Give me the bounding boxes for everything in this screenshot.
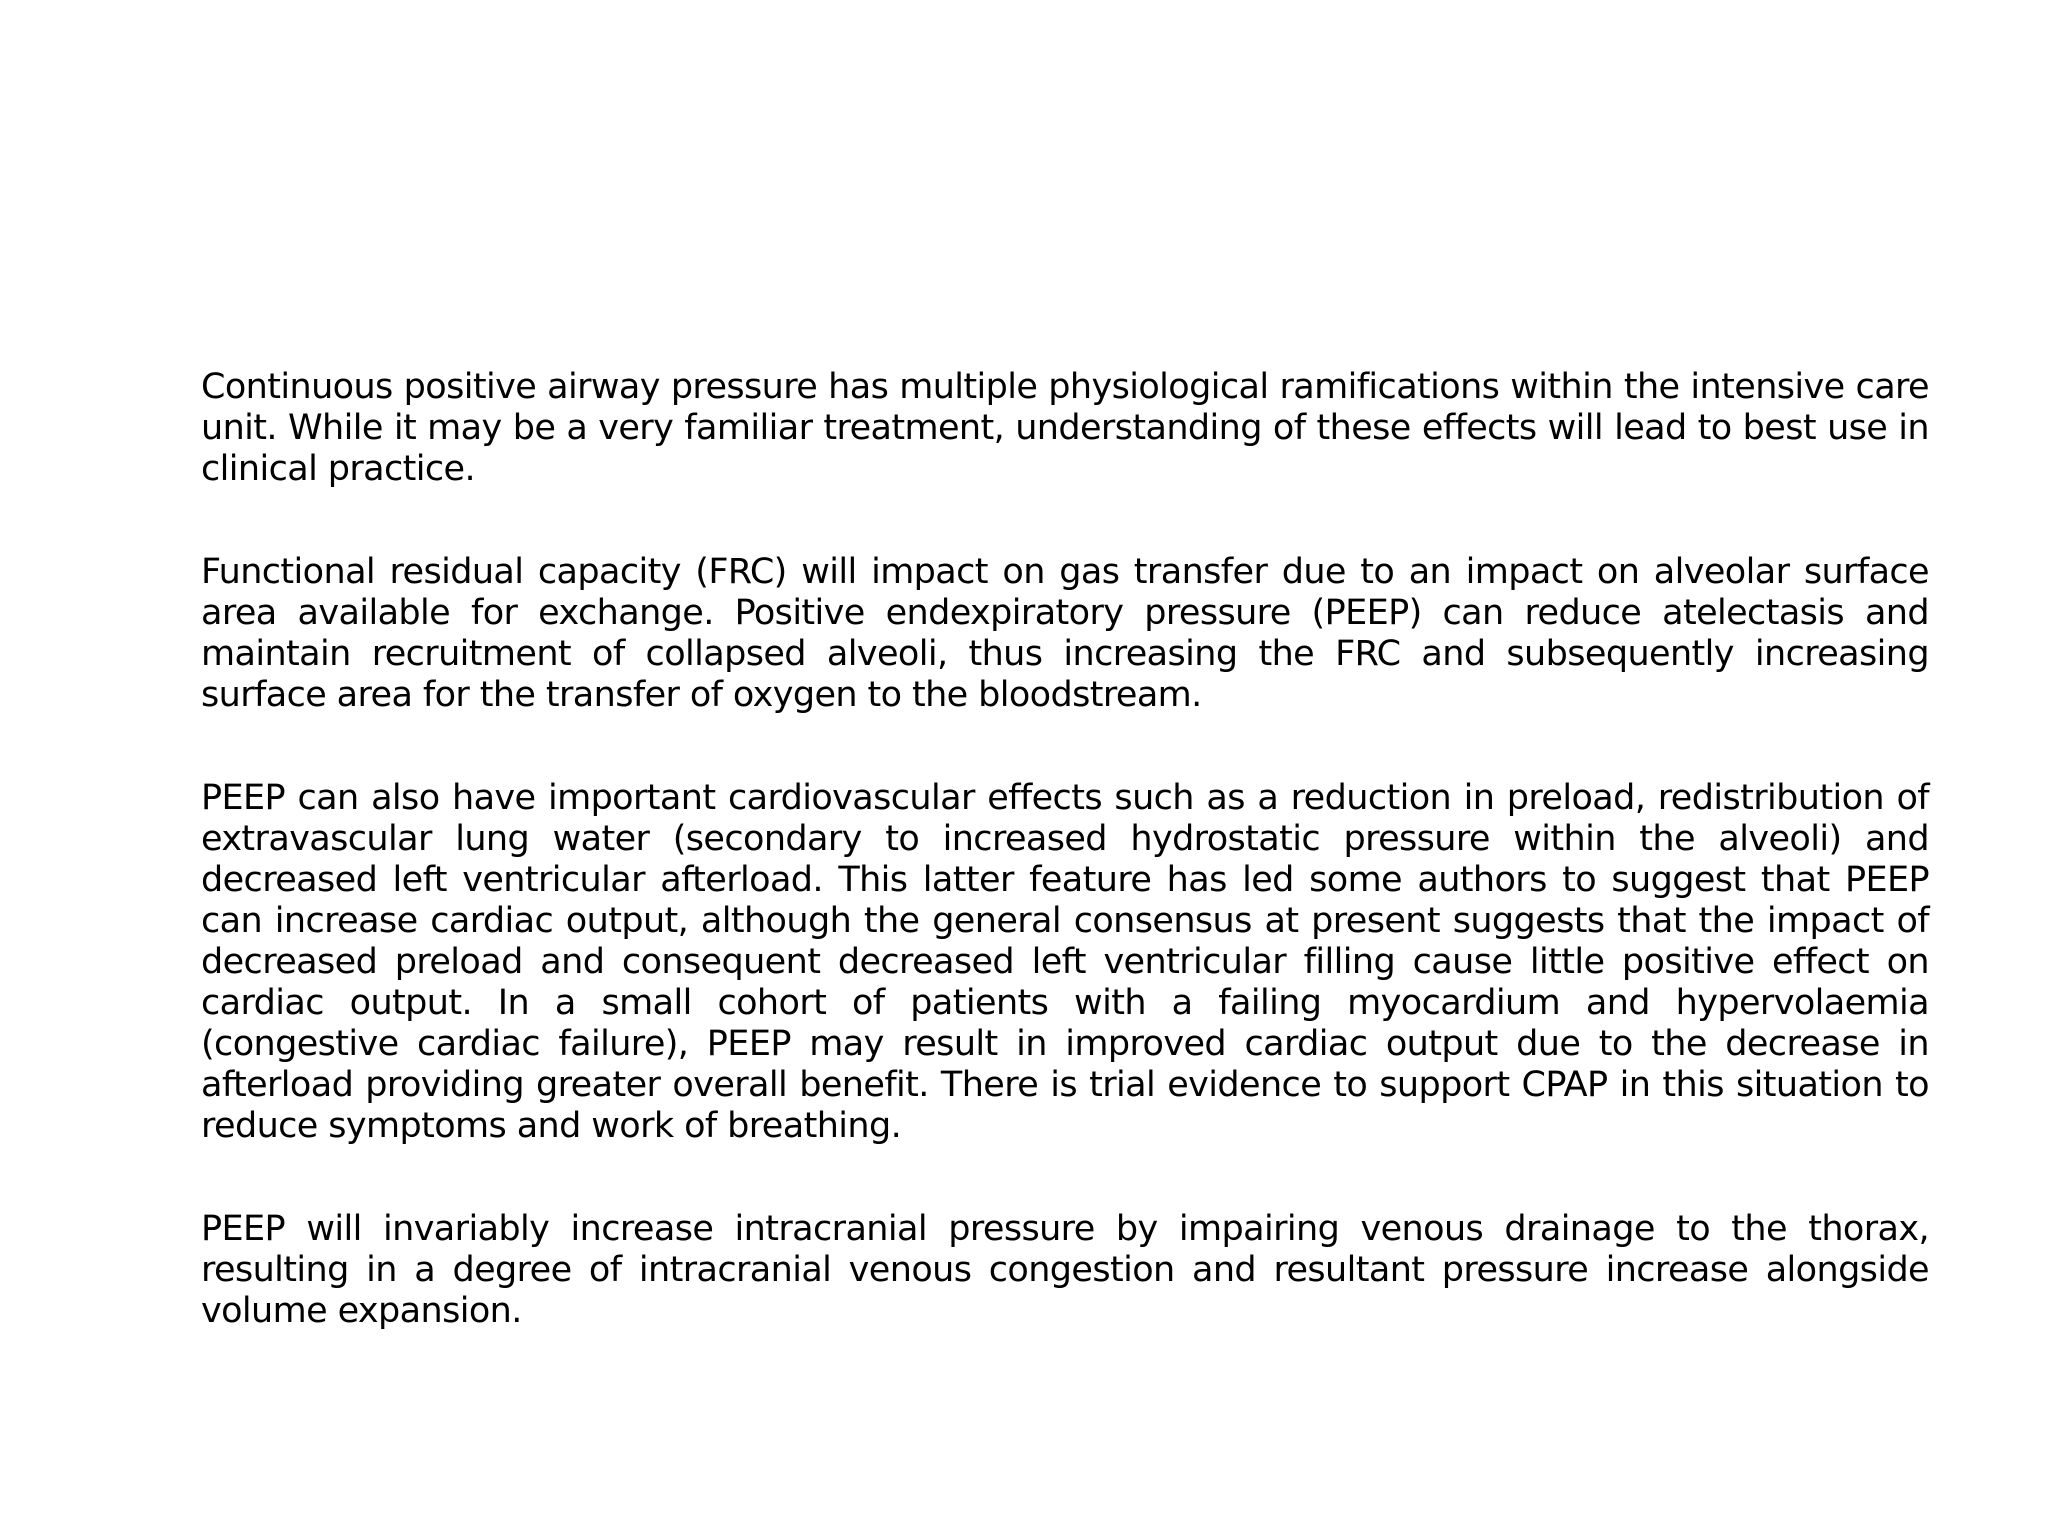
slide-text-body: [201, 367, 1929, 1332]
paragraph-cpap-intro: Continuous positive airway pressure has multiple physiological ramifications within the intensive care unit. While it may be a very familiar treatment, understanding of these effects will lead to best use in clinical practice.: [201, 367, 1929, 489]
paragraph-frc: Functional residual capacity (FRC) will impact on gas transfer due to an impact on alveolar surface area available for exchange. Positive endexpiratory pressure (PEEP) can reduce atelectasis and maintain recruitment of collapsed alveoli, thus increasing the FRC and subsequently increasing surface area for the transfer of oxygen to the bloodstream.: [201, 552, 1929, 715]
paragraph-peep-intracranial: PEEP will invariably increase intracranial pressure by impairing venous drainage to the thorax, resulting in a degree of intracranial venous congestion and resultant pressure increase alongside volume expansion.: [201, 1209, 1929, 1331]
paragraph-peep-cardiovascular: PEEP can also have important cardiovascular effects such as a reduction in preload, redistribution of extravascular lung water (secondary to increased hydrostatic pressure within the alveoli) and decreased left ventricular afterload. This latter feature has led some authors to suggest that PEEP can increase cardiac output, although the general consensus at present suggests that the impact of decreased preload and consequent decreased left ventricular filling cause little positive effect on cardiac output. In a small cohort of patients with a failing myocardium and hypervolaemia (congestive cardiac failure), PEEP may result in improved cardiac output due to the decrease in afterload providing greater overall benefit. There is trial evidence to support CPAP in this situation to reduce symptoms and work of breathing.: [201, 778, 1929, 1146]
